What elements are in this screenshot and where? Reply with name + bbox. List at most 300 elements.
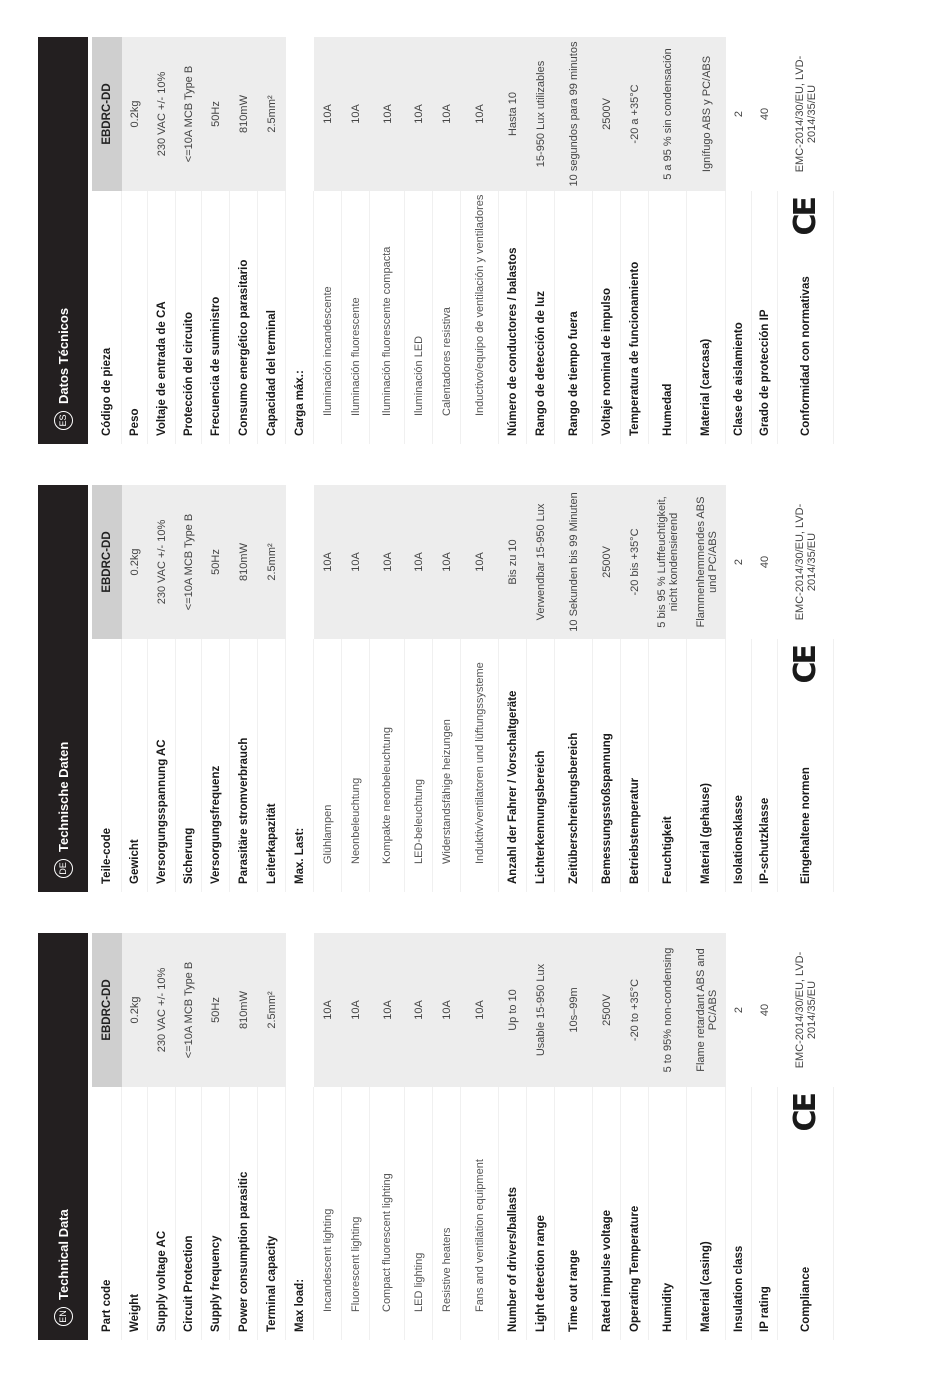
spec-label-text: Protección del circuito bbox=[182, 312, 195, 436]
spec-label-text: Max load: bbox=[293, 1278, 306, 1332]
spec-value: 10 segundos para 99 minutos bbox=[555, 37, 593, 191]
spec-value: -20 a +35°C bbox=[621, 37, 649, 191]
spec-row bbox=[230, 485, 258, 892]
spec-value bbox=[286, 37, 314, 191]
spec-label bbox=[621, 1087, 649, 1340]
spec-label bbox=[555, 191, 593, 444]
spec-label-text: Código de pieza bbox=[100, 347, 113, 436]
spec-value: -20 bis +35°C bbox=[621, 485, 649, 639]
spec-label bbox=[258, 1087, 286, 1340]
spec-label bbox=[593, 639, 621, 892]
spec-row bbox=[687, 485, 726, 892]
spec-label-text: Grado de protección IP bbox=[758, 309, 771, 436]
spec-label-text: Conformidad con normativas bbox=[799, 276, 812, 436]
spec-label-text: Anzahl der Fahrer / Vorschaltgeräte bbox=[506, 690, 519, 884]
spec-value: 0.2kg bbox=[122, 37, 148, 191]
spec-value: 10 Sekunden bis 99 Minuten bbox=[555, 485, 593, 639]
spec-value: 10A bbox=[461, 485, 499, 639]
spec-value: 10A bbox=[433, 933, 461, 1087]
spec-row bbox=[286, 37, 314, 444]
spec-value: 810mW bbox=[230, 37, 258, 191]
spec-row bbox=[230, 37, 258, 444]
spec-label-text: LED-beleuchtung bbox=[412, 778, 425, 864]
spec-row bbox=[726, 485, 752, 892]
spec-label-text: Clase de aislamiento bbox=[732, 322, 745, 436]
panel-header bbox=[38, 933, 88, 1340]
spec-value: 230 VAC +/- 10% bbox=[148, 933, 176, 1087]
spec-row bbox=[230, 933, 258, 1340]
spec-label-text: Leiterkapazität bbox=[265, 803, 278, 884]
spec-label-text: Humedad bbox=[661, 383, 674, 436]
spec-value: 2.5mm² bbox=[258, 37, 286, 191]
spec-label-text: Betriebstemperatur bbox=[628, 777, 641, 884]
spec-label bbox=[405, 639, 433, 892]
spec-value: 10A bbox=[370, 485, 405, 639]
panel-es-inner bbox=[38, 37, 823, 444]
spec-row bbox=[286, 485, 314, 892]
spec-value: 0.2kg bbox=[122, 485, 148, 639]
spec-row bbox=[499, 37, 527, 444]
spec-row bbox=[370, 37, 405, 444]
spec-value: Flammenhemmendes ABS und PC/ABS bbox=[687, 485, 726, 639]
spec-value: 10A bbox=[405, 485, 433, 639]
spec-label-text: Light detection range bbox=[534, 1215, 547, 1332]
spec-label-text: Rango de detección de luz bbox=[534, 290, 547, 436]
spec-row bbox=[258, 933, 286, 1340]
spec-row bbox=[593, 37, 621, 444]
spec-row bbox=[122, 485, 148, 892]
spec-row bbox=[621, 37, 649, 444]
spec-label-text: Fluorescent lighting bbox=[349, 1216, 362, 1312]
spec-label bbox=[370, 191, 405, 444]
panel-es bbox=[38, 37, 823, 444]
spec-label bbox=[92, 1087, 122, 1340]
spec-value: 5 to 95% non-condensing bbox=[649, 933, 687, 1087]
spec-label bbox=[286, 191, 314, 444]
panel-en-inner bbox=[38, 933, 823, 1340]
part-code-value: EBDRC-DD bbox=[92, 485, 122, 639]
spec-label bbox=[778, 639, 834, 892]
spec-label-text: Parasitäre stromverbrauch bbox=[237, 737, 250, 884]
spec-label-text: Incandescent lighting bbox=[321, 1208, 334, 1312]
spec-label bbox=[687, 1087, 726, 1340]
spec-label-text: Feuchtigkeit bbox=[661, 816, 674, 884]
spec-row bbox=[778, 933, 834, 1340]
spec-value: 0.2kg bbox=[122, 933, 148, 1087]
spec-row bbox=[726, 933, 752, 1340]
spec-value bbox=[286, 485, 314, 639]
spec-label-text: Resistive heaters bbox=[440, 1227, 453, 1312]
spec-label bbox=[527, 191, 555, 444]
spec-label-text: Induktiv/ventilatoren und lüftungssysteme bbox=[473, 662, 486, 864]
spec-label bbox=[433, 191, 461, 444]
spec-label bbox=[230, 1087, 258, 1340]
spec-label-text: Circuit Protection bbox=[182, 1235, 195, 1332]
spec-row bbox=[649, 933, 687, 1340]
spec-label bbox=[778, 1087, 834, 1340]
spec-label-text: Compliance bbox=[799, 1266, 812, 1332]
spec-label-text: Material (carcasa) bbox=[700, 338, 712, 436]
spec-row bbox=[314, 933, 342, 1340]
spec-label bbox=[314, 1087, 342, 1340]
spec-label bbox=[461, 639, 499, 892]
spec-value: 10A bbox=[461, 37, 499, 191]
spec-label bbox=[370, 639, 405, 892]
spec-label bbox=[405, 191, 433, 444]
spec-value: Usable 15-950 Lux bbox=[527, 933, 555, 1087]
spec-row bbox=[461, 933, 499, 1340]
panel-title: Technical Data bbox=[55, 1209, 71, 1300]
spec-label bbox=[92, 639, 122, 892]
spec-row bbox=[148, 485, 176, 892]
spec-row bbox=[342, 933, 370, 1340]
spec-label bbox=[527, 1087, 555, 1340]
spec-value: Ignífugo ABS y PC/ABS bbox=[687, 37, 726, 191]
spec-row bbox=[370, 485, 405, 892]
spec-label-text: Lichterkennungsbereich bbox=[534, 750, 547, 884]
spec-label-text: Number of drivers/ballasts bbox=[506, 1186, 519, 1332]
spec-label-text: Número de conductores / balastos bbox=[506, 247, 519, 436]
spec-row bbox=[405, 933, 433, 1340]
spec-label-text: Zeitüberschreitungsbereich bbox=[567, 732, 580, 884]
spec-row bbox=[92, 933, 122, 1340]
spec-value: 5 bis 95 % Luftfeuchtigkeit, nicht kondensierend bbox=[649, 485, 687, 639]
spec-label-text: Part code bbox=[100, 1279, 113, 1332]
spec-label-text: Power consumption parasitic bbox=[237, 1171, 250, 1332]
spec-value: <=10A MCB Type B bbox=[176, 37, 202, 191]
spec-row bbox=[176, 933, 202, 1340]
spec-label-text: Frecuencia de suministro bbox=[209, 296, 222, 436]
spec-row bbox=[555, 37, 593, 444]
spec-label bbox=[461, 191, 499, 444]
spec-label-text: Peso bbox=[128, 408, 141, 436]
spec-label bbox=[726, 191, 752, 444]
spec-label-text: Iluminación incandescente bbox=[321, 286, 334, 416]
spec-label bbox=[148, 639, 176, 892]
spec-row bbox=[593, 485, 621, 892]
spec-value: 10A bbox=[405, 37, 433, 191]
spec-value: 40 bbox=[759, 107, 771, 121]
spec-label-text: Voltaje de entrada de CA bbox=[155, 301, 168, 436]
spec-label bbox=[176, 639, 202, 892]
spec-label-text: Iluminación fluorescente compacta bbox=[381, 246, 393, 416]
spec-value: 50Hz bbox=[202, 485, 230, 639]
spec-row bbox=[370, 933, 405, 1340]
spec-label-text: LED lighting bbox=[412, 1252, 425, 1312]
spec-row bbox=[202, 485, 230, 892]
spec-value: 810mW bbox=[230, 933, 258, 1087]
spec-row bbox=[527, 485, 555, 892]
spec-row bbox=[258, 37, 286, 444]
spec-value: Bis zu 10 bbox=[499, 485, 527, 639]
spec-label bbox=[433, 1087, 461, 1340]
spec-value: <=10A MCB Type B bbox=[176, 933, 202, 1087]
spec-row bbox=[433, 933, 461, 1340]
spec-label-text: Iluminación fluorescente bbox=[349, 297, 362, 416]
spec-row bbox=[527, 933, 555, 1340]
spec-label-text: Material (gehäuse) bbox=[700, 783, 712, 884]
spec-label bbox=[752, 191, 778, 444]
spec-label bbox=[649, 191, 687, 444]
spec-row bbox=[433, 485, 461, 892]
spec-label bbox=[726, 639, 752, 892]
spec-row bbox=[148, 37, 176, 444]
language-badge: EN bbox=[54, 1307, 73, 1326]
spec-label bbox=[621, 191, 649, 444]
spec-label bbox=[176, 191, 202, 444]
spec-label bbox=[286, 1087, 314, 1340]
spec-label-text: Versorgungsspannung AC bbox=[155, 739, 168, 884]
spec-label bbox=[258, 639, 286, 892]
spec-row bbox=[92, 37, 122, 444]
spec-row bbox=[461, 485, 499, 892]
spec-value: 10A bbox=[342, 485, 370, 639]
spec-label-text: Terminal capacity bbox=[265, 1235, 278, 1332]
spec-label-text: Consumo energético parasitario bbox=[237, 259, 250, 436]
spec-value: 15-950 Lux utilizables bbox=[527, 37, 555, 191]
spec-row bbox=[314, 37, 342, 444]
spec-row bbox=[202, 37, 230, 444]
spec-label bbox=[342, 639, 370, 892]
spec-label-text: Humidity bbox=[661, 1282, 674, 1332]
spec-value: 2500V bbox=[593, 933, 621, 1087]
spec-label bbox=[752, 639, 778, 892]
spec-value: EMC-2014/30/EU, LVD-2014/35/EU bbox=[794, 951, 818, 1069]
spec-label bbox=[778, 191, 834, 444]
spec-label-text: Rated impulse voltage bbox=[600, 1209, 613, 1332]
spec-value: 50Hz bbox=[202, 933, 230, 1087]
spec-label-text: Eingehaltene normen bbox=[799, 767, 812, 884]
spec-label-text: Operating Temperature bbox=[628, 1205, 641, 1332]
spec-label bbox=[649, 1087, 687, 1340]
spec-label-text: Fans and ventilation equipment bbox=[473, 1159, 486, 1312]
panel-header bbox=[38, 485, 88, 892]
spec-row bbox=[405, 485, 433, 892]
spec-label bbox=[314, 639, 342, 892]
spec-value: 40 bbox=[759, 555, 771, 569]
spec-label-text: Supply frequency bbox=[209, 1235, 222, 1332]
spec-label-text: Carga máx.: bbox=[293, 370, 306, 436]
spec-label bbox=[687, 639, 726, 892]
spec-label-text: Max. Last: bbox=[293, 827, 306, 884]
spec-row bbox=[314, 485, 342, 892]
spec-label bbox=[499, 191, 527, 444]
panel-header bbox=[38, 37, 88, 444]
spec-row bbox=[778, 37, 834, 444]
spec-label-text: Compact fluorescent lighting bbox=[381, 1173, 393, 1312]
spec-row bbox=[649, 485, 687, 892]
spec-label-text: Temperatura de funcionamiento bbox=[628, 261, 641, 436]
spec-label bbox=[687, 191, 726, 444]
spec-row bbox=[148, 933, 176, 1340]
spec-value: 10s–99m bbox=[555, 933, 593, 1087]
spec-row bbox=[687, 37, 726, 444]
ce-mark-icon: CE bbox=[787, 199, 823, 236]
spec-value: 10A bbox=[314, 37, 342, 191]
spec-label bbox=[286, 639, 314, 892]
spec-row bbox=[752, 933, 778, 1340]
spec-value: 10A bbox=[314, 485, 342, 639]
spec-label-text: Voltaje nominal de impulso bbox=[600, 287, 613, 436]
spec-value: Flame retardant ABS and PC/ABS bbox=[687, 933, 726, 1087]
spec-label-text: Capacidad del terminal bbox=[265, 310, 278, 436]
spec-row bbox=[555, 485, 593, 892]
panel-title: Datos Técnicos bbox=[55, 307, 71, 404]
spec-value: 10A bbox=[314, 933, 342, 1087]
ce-mark-icon: CE bbox=[787, 647, 823, 684]
spec-label bbox=[499, 639, 527, 892]
spec-label-text: Neonbeleuchtung bbox=[349, 777, 362, 864]
spec-value: 230 VAC +/- 10% bbox=[148, 485, 176, 639]
spec-label-text: Iluminación LED bbox=[412, 335, 425, 416]
spec-label bbox=[202, 1087, 230, 1340]
spec-value bbox=[286, 933, 314, 1087]
spec-label bbox=[527, 639, 555, 892]
panel-title: Technische Daten bbox=[55, 741, 71, 852]
spec-label-text: IP rating bbox=[758, 1286, 771, 1332]
spec-row bbox=[433, 37, 461, 444]
spec-value: 40 bbox=[759, 1003, 771, 1017]
spec-label bbox=[122, 191, 148, 444]
part-code-value: EBDRC-DD bbox=[92, 37, 122, 191]
spec-row bbox=[405, 37, 433, 444]
panel-de bbox=[38, 485, 823, 892]
spec-label bbox=[405, 1087, 433, 1340]
spec-value: 50Hz bbox=[202, 37, 230, 191]
spec-value: 10A bbox=[342, 933, 370, 1087]
spec-value: 2.5mm² bbox=[258, 933, 286, 1087]
spec-label bbox=[342, 1087, 370, 1340]
spec-value: 230 VAC +/- 10% bbox=[148, 37, 176, 191]
spec-row bbox=[649, 37, 687, 444]
spec-row bbox=[92, 485, 122, 892]
spec-label-text: Time out range bbox=[567, 1249, 580, 1332]
spec-label-text: IP-schutzklasse bbox=[758, 797, 771, 884]
spec-label-text: Insulation class bbox=[732, 1245, 745, 1332]
spec-label-text: Isolationsklasse bbox=[732, 795, 745, 884]
spec-label bbox=[461, 1087, 499, 1340]
spec-label bbox=[230, 191, 258, 444]
spec-label bbox=[202, 639, 230, 892]
spec-row bbox=[202, 933, 230, 1340]
spec-value: Hasta 10 bbox=[499, 37, 527, 191]
spec-label bbox=[593, 191, 621, 444]
spec-label bbox=[122, 639, 148, 892]
spec-label-text: Bemessungsstoßspannung bbox=[600, 733, 613, 884]
spec-label bbox=[230, 639, 258, 892]
spec-row bbox=[258, 485, 286, 892]
panel-en bbox=[38, 933, 823, 1340]
spec-label bbox=[314, 191, 342, 444]
spec-row bbox=[621, 485, 649, 892]
spec-label-text: Supply voltage AC bbox=[155, 1230, 168, 1332]
spec-label bbox=[342, 191, 370, 444]
spec-label-text: Gewicht bbox=[128, 839, 141, 884]
spec-label bbox=[433, 639, 461, 892]
spec-row bbox=[342, 37, 370, 444]
spec-row bbox=[499, 485, 527, 892]
spec-label bbox=[176, 1087, 202, 1340]
spec-label bbox=[555, 639, 593, 892]
spec-row bbox=[752, 485, 778, 892]
spec-row bbox=[499, 933, 527, 1340]
spec-value: 2 bbox=[733, 558, 745, 566]
spec-value: EMC-2014/30/EU, LVD-2014/35/EU bbox=[794, 503, 818, 621]
spec-value: 2500V bbox=[593, 37, 621, 191]
language-badge: ES bbox=[54, 411, 73, 430]
spec-value: 810mW bbox=[230, 485, 258, 639]
spec-row bbox=[461, 37, 499, 444]
spec-label bbox=[621, 639, 649, 892]
ce-mark-icon: CE bbox=[787, 1095, 823, 1132]
spec-value: 5 a 95 % sin condensación bbox=[649, 37, 687, 191]
spec-label-text: Sicherung bbox=[182, 827, 195, 884]
spec-label bbox=[555, 1087, 593, 1340]
spec-row bbox=[122, 37, 148, 444]
spec-value: 10A bbox=[370, 37, 405, 191]
spec-value: EMC-2014/30/EU, LVD-2014/35/EU bbox=[794, 55, 818, 173]
spec-row bbox=[593, 933, 621, 1340]
spec-value: 10A bbox=[433, 485, 461, 639]
spec-row bbox=[342, 485, 370, 892]
spec-row bbox=[726, 37, 752, 444]
spec-label bbox=[92, 191, 122, 444]
spec-label-text: Inductivo/equipo de ventilación y ventiladores bbox=[473, 194, 486, 416]
language-badge: DE bbox=[54, 859, 73, 878]
spec-label-text: Glühlampen bbox=[321, 804, 334, 864]
spec-label bbox=[752, 1087, 778, 1340]
spec-label-text: Rango de tiempo fuera bbox=[567, 311, 580, 436]
spec-label bbox=[593, 1087, 621, 1340]
spec-label-text: Teile-code bbox=[100, 827, 113, 884]
spec-label-text: Widerstandsfähige heizungen bbox=[440, 719, 453, 864]
spec-value: 2.5mm² bbox=[258, 485, 286, 639]
spec-value: 10A bbox=[370, 933, 405, 1087]
spec-row bbox=[687, 933, 726, 1340]
spec-label bbox=[370, 1087, 405, 1340]
spec-row bbox=[778, 485, 834, 892]
panel-de-inner bbox=[38, 485, 823, 892]
spec-label-text: Weight bbox=[128, 1293, 141, 1332]
spec-label bbox=[202, 191, 230, 444]
spec-value: Up to 10 bbox=[499, 933, 527, 1087]
spec-row bbox=[621, 933, 649, 1340]
spec-value: 10A bbox=[342, 37, 370, 191]
spec-row bbox=[122, 933, 148, 1340]
spec-label bbox=[726, 1087, 752, 1340]
spec-value: 10A bbox=[405, 933, 433, 1087]
spec-value: 2 bbox=[733, 1006, 745, 1014]
spec-label bbox=[148, 1087, 176, 1340]
spec-value: -20 to +35°C bbox=[621, 933, 649, 1087]
spec-label-text: Versorgungsfrequenz bbox=[209, 765, 222, 884]
spec-label bbox=[499, 1087, 527, 1340]
spec-row bbox=[176, 37, 202, 444]
spec-label bbox=[148, 191, 176, 444]
spec-row bbox=[286, 933, 314, 1340]
spec-value: 2500V bbox=[593, 485, 621, 639]
spec-row bbox=[752, 37, 778, 444]
spec-label bbox=[258, 191, 286, 444]
spec-value: Verwendbar 15-950 Lux bbox=[527, 485, 555, 639]
spec-row bbox=[555, 933, 593, 1340]
spec-label bbox=[122, 1087, 148, 1340]
spec-label bbox=[649, 639, 687, 892]
part-code-value: EBDRC-DD bbox=[92, 933, 122, 1087]
spec-label-text: Calentadores resistiva bbox=[440, 307, 453, 416]
spec-value: 2 bbox=[733, 110, 745, 118]
spec-label-text: Kompakte neonbeleuchtung bbox=[381, 727, 393, 864]
